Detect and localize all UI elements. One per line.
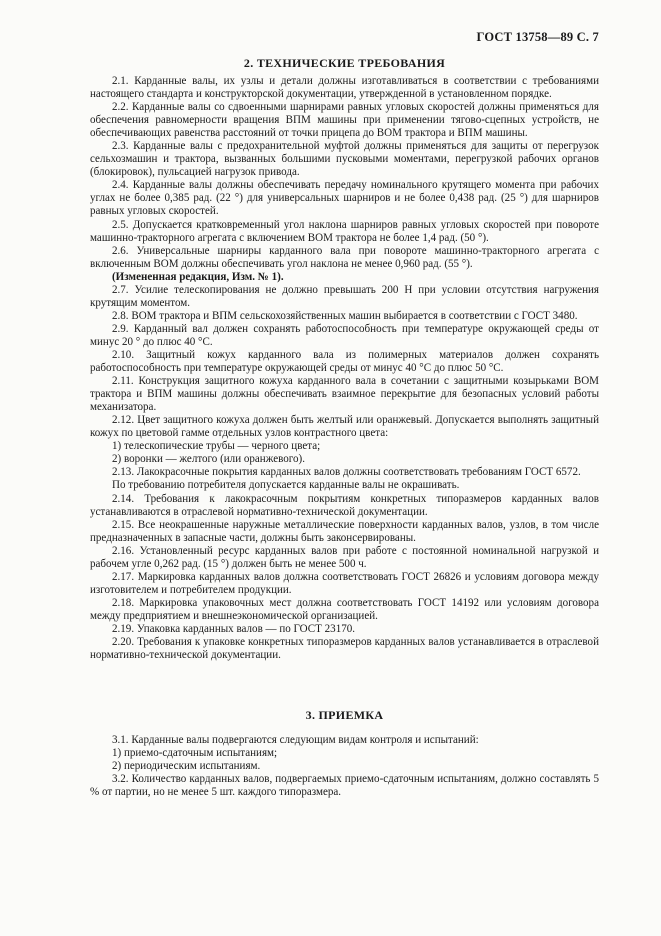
- section-3-title: 3. ПРИЕМКА: [305, 708, 384, 722]
- paragraph-2-19: 2.19. Упаковка карданных валов — по ГОСТ 23170.: [112, 622, 356, 635]
- paragraph-2-11: 2.11. Конструкция защитного кожуха карданного вала в сочетании с защитными козырьками ВОМ трактора и ВПМ машины должны обеспечивать взаимное перекрытие для безопасных условий работы механизатора.: [90, 375, 599, 414]
- running-head: ГОСТ 13758—89 С. 7: [476, 30, 599, 44]
- paragraph-2-16: 2.16. Установленный ресурс карданных валов при работе с постоянной номинальной нагрузкой и рабочем угле 0,262 рад. (15 °) должен быть не менее 500 ч.: [90, 544, 599, 570]
- section-3-body: [90, 734, 599, 799]
- list-item-periodic-tests: 2) периодическим испытаниям.: [112, 760, 261, 773]
- list-item-funnels: 2) воронки — желтого (или оранжевого).: [112, 453, 305, 466]
- amendment-note: (Измененная редакция, Изм. № 1).: [112, 270, 284, 283]
- paragraph-2-10: 2.10. Защитный кожух карданного вала из полимерных материалов должен сохранять работоспособность при температуре окружающей среды от минус 40 °С до плюс 50 °С.: [90, 348, 599, 375]
- list-item-acceptance-tests: 1) приемо-сдаточным испытаниям;: [112, 747, 278, 760]
- paragraph-2-3: 2.3. Карданные валы с предохранительной муфтой должны применяться для защиты от перегрузок сельхозмашин и трактора, вызванных большими пусковыми моментами, перегрузкой рабочих органов (блокировок), пульсацией нагрузок привода.: [90, 140, 599, 179]
- list-item-telescopic-tubes: 1) телескопические трубы — черного цвета;: [112, 440, 321, 453]
- paragraph-2-6: 2.6. Универсальные шарниры карданного вала при повороте машинно-тракторного агрегата с включенным ВОМ должны обеспечивать угол наклона не менее 0,960 рад. (55 °).: [90, 244, 599, 270]
- paragraph-2-5: 2.5. Допускается кратковременный угол наклона шарниров равных угловых скоростей при повороте машинно-тракторного агрегата с включением ВОМ трактора не более 1,4 рад. (50 °).: [90, 218, 599, 244]
- paragraph-2-12: 2.12. Цвет защитного кожуха должен быть желтый или оранжевый. Допускается выполнять защитный кожух по цветовой гамме отдельных узлов контрастного цвета:: [90, 414, 599, 440]
- section-2-title: 2. ТЕХНИЧЕСКИЕ ТРЕБОВАНИЯ: [243, 56, 446, 70]
- paragraph-2-14: 2.14. Требования к лакокрасочным покрытиям конкретных типоразмеров карданных валов устанавливаются в отраслевой нормативно-технической документации.: [90, 492, 599, 518]
- paragraph-2-17: 2.17. Маркировка карданных валов должна соответствовать ГОСТ 26826 и условиям договора между изготовителем и потребителем продукции.: [90, 570, 599, 596]
- paragraph-2-13: 2.13. Лакокрасочные покрытия карданных валов должны соответствовать требованиям ГОСТ 6572.: [112, 466, 581, 479]
- paragraph-2-2: 2.2. Карданные валы со сдвоенными шарнирами равных угловых скоростей должны применяться для обеспечения равномерности вращения ВПМ машины при применении тягово-сцепных устройств, не обеспечивающих равенства расстояний от точки прицепа до ВОМ трактора и ВПМ машины.: [90, 101, 599, 140]
- section-2-body: [90, 75, 599, 662]
- paragraph-2-20: 2.20. Требования к упаковке конкретных типоразмеров карданных валов устанавливается в отраслевой нормативно-технической документации.: [90, 636, 599, 662]
- paragraph-2-9: 2.9. Карданный вал должен сохранять работоспособность при температуре окружающей среды от минус 20 ° до плюс 40 °С.: [90, 322, 599, 348]
- paragraph-2-4: 2.4. Карданные валы должны обеспечивать передачу номинального крутящего момента при рабочих углах не более 0,385 рад. (22 °) для универсальных шарниров и не более 0,438 рад. (25 °) для шарниров равных угловых скоростей.: [90, 179, 599, 218]
- paragraph-2-1: 2.1. Карданные валы, их узлы и детали должны изготавливаться в соответствии с требованиями настоящего стандарта и конструкторской документации, утвержденной в установленном порядке.: [90, 75, 599, 101]
- paragraph-2-7: 2.7. Усилие телескопирования не должно превышать 200 Н при условии отсутствия нагружения крутящим моментом.: [90, 283, 599, 309]
- paragraph-3-1: 3.1. Карданные валы подвергаются следующим видам контроля и испытаний:: [112, 734, 479, 746]
- paragraph-2-15: 2.15. Все неокрашенные наружные металлические поверхности карданных валов, узлов, в том числе предназначенных в запасные части, должны быть законсервированы.: [90, 518, 599, 544]
- paragraph-2-13-note: По требованию потребителя допускается карданные валы не окрашивать.: [112, 479, 460, 492]
- paragraph-2-18: 2.18. Маркировка упаковочных мест должна соответствовать ГОСТ 14192 или условиям договора между предприятием и внешнеэкономической организацией.: [90, 596, 599, 622]
- paragraph-2-8: 2.8. ВОМ трактора и ВПМ сельскохозяйственных машин выбирается в соответствии с ГОСТ 3480.: [112, 309, 578, 322]
- paragraph-3-2: 3.2. Количество карданных валов, подвергаемых приемо-сдаточным испытаниям, должно составлять 5 % от партии, но не менее 5 шт. каждого типоразмера.: [90, 773, 599, 799]
